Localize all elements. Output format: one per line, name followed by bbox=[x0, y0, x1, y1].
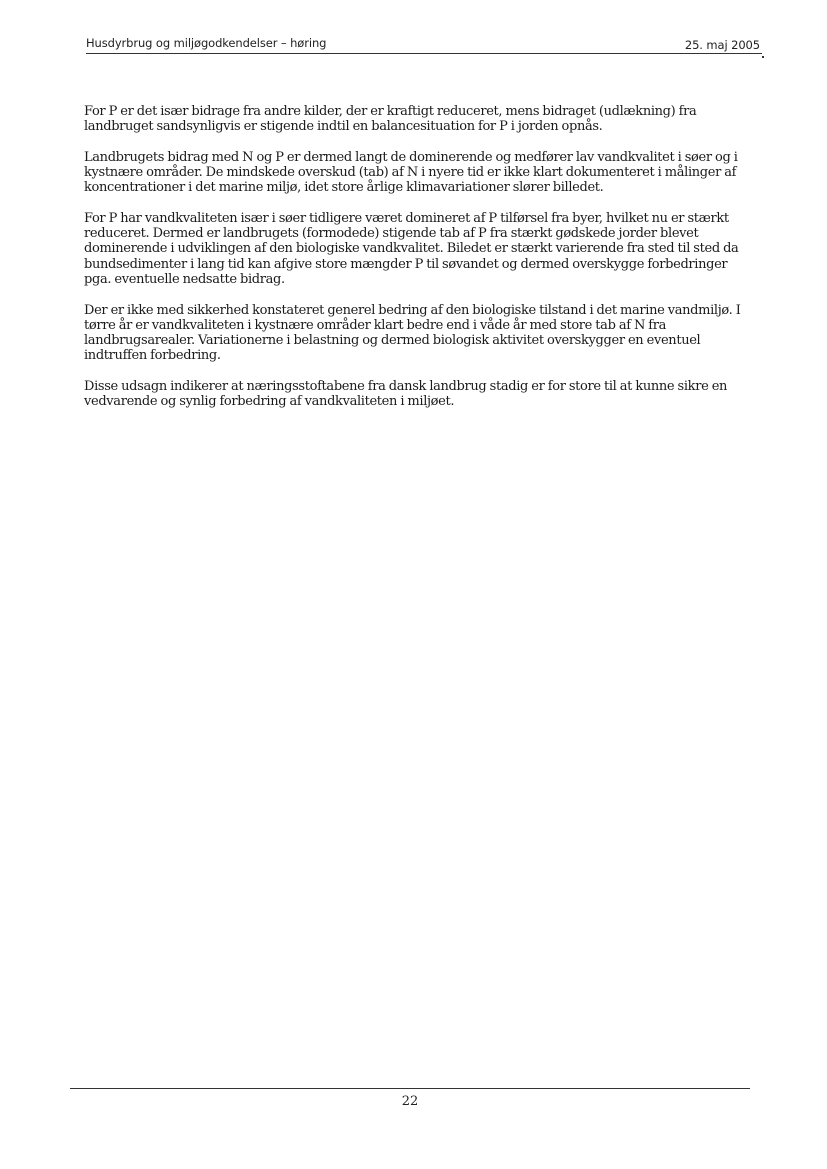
paragraph: For P er det især bidrage fra andre kilder, der er kraftigt reduceret, mens bidraget (udlækning) fra landbruget sandsynligvis er stigende indtil en balancesituation for P i jorden opnås. bbox=[84, 104, 697, 135]
page-number: 22 bbox=[401, 1094, 419, 1109]
body-text bbox=[84, 104, 754, 425]
paragraph: For P har vandkvaliteten især i søer tidligere været domineret af P tilførsel fra byer, hvilket nu er stærkt reduceret. Dermed er landbrugets (formodede) stigende tab af P fra stærkt gødskede jorder blevet dominerende i udviklingen af den biologiske vandkvalitet. Biledet er stærkt varierende fra sted til sted da bundsedimenter i lang tid kan afgive store mængder P til søvandet og dermed overskygge forbedringer pga. eventuelle nedsatte bidrag. bbox=[84, 211, 739, 287]
header-rule bbox=[86, 53, 762, 54]
page-header bbox=[86, 36, 760, 54]
document-date: 25. maj 2005 bbox=[684, 38, 760, 52]
paragraph: Der er ikke med sikkerhed konstateret generel bedring af den biologiske tilstand i det marine vandmiljø. I tørre år er vandkvaliteten i kystnære områder klart bedre end i våde år med store tab af N fra landbrugsarealer. Variationerne i belastning og dermed biologisk aktivitet overskygger en eventuel indtruffen forbedring. bbox=[84, 302, 741, 364]
paragraph: Disse udsagn indikerer at næringsstoftabene fra dansk landbrug stadig er for store til at kunne sikre en vedvarende og synlig forbedring af vandkvaliteten i miljøet. bbox=[84, 378, 728, 410]
paragraph: Landbrugets bidrag med N og P er dermed langt de dominerende og medfører lav vandkvalitet i søer og i kystnære områder. De mindskede overskud (tab) af N i nyere tid er ikke klart dokumenteret i målinger af koncentrationer i det marine miljø, idet store årlige klimavariationer slører billedet. bbox=[84, 149, 738, 196]
header-rule-dot bbox=[762, 56, 764, 58]
document-title: Husdyrbrug og miljøgodkendelser – høring bbox=[86, 36, 327, 50]
footer-rule bbox=[70, 1088, 750, 1089]
